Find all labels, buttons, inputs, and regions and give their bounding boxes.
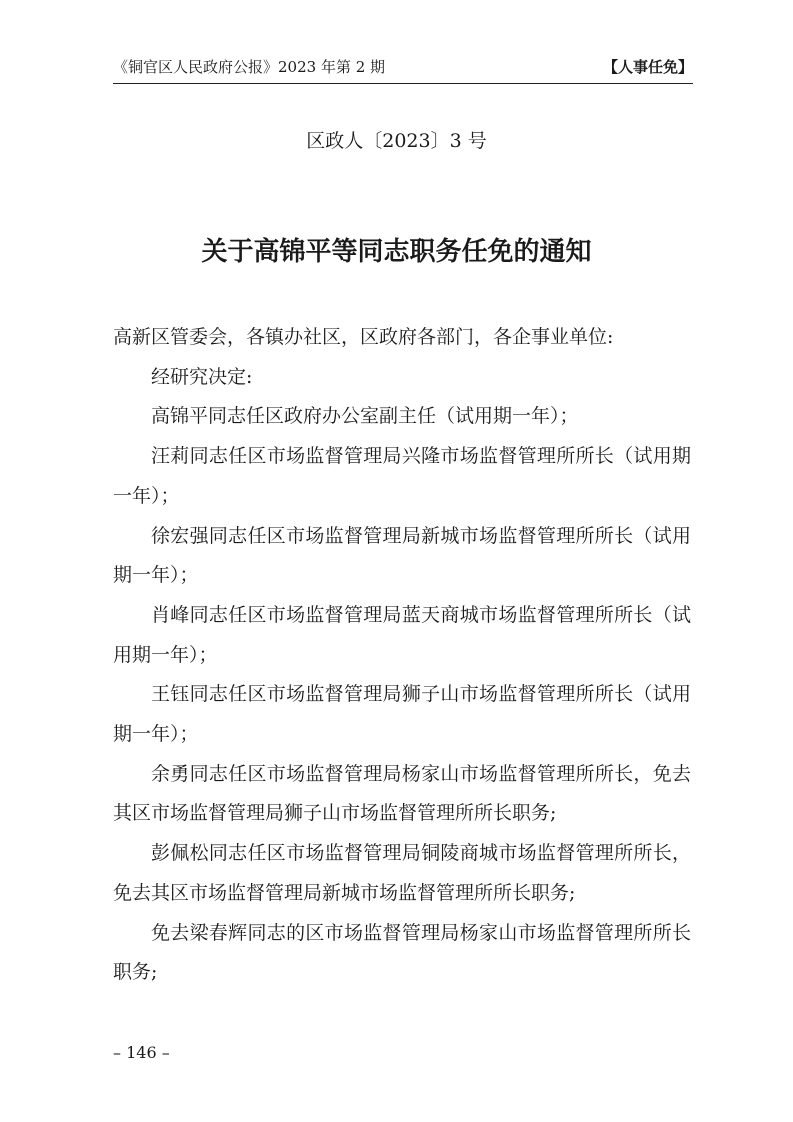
document-number: 区政人〔2023〕3 号 xyxy=(306,130,487,152)
appointment-item: 彭佩松同志任区市场监督管理局铜陵商城市场监督管理所所长，免去其区市场监督管理局新城市场监督管理所所长职务; xyxy=(113,842,691,904)
page-number: – 146 – xyxy=(113,1043,170,1062)
appointment-item: 王钰同志任区市场监督管理局狮子山市场监督管理所所长（试用期一年）； xyxy=(113,683,691,746)
removal-item: 免去梁春辉同志的区市场监督管理局杨家山市场监督管理所所长职务; xyxy=(113,921,691,984)
intro-line: 经研究决定: xyxy=(151,365,253,388)
appointment-item: 余勇同志任区市场监督管理局杨家山市场监督管理所所长，免去其区市场监督管理局狮子山市场监督管理所所长职务; xyxy=(113,762,691,825)
document-title: 关于高锦平等同志职务任免的通知 xyxy=(201,237,592,267)
header-divider xyxy=(113,83,693,84)
appointment-item: 肖峰同志任区市场监督管理局蓝天商城市场监督管理所所长（试用期一年）； xyxy=(113,603,691,666)
addressee-line: 高新区管委会，各镇办社区，区政府各部门，各企事业单位: xyxy=(113,326,614,348)
document-body xyxy=(113,318,691,993)
section-label: 【人事任免】 xyxy=(602,58,693,76)
appointment-item: 徐宏强同志任区市场监督管理局新城市场监督管理所所长（试用期一年）； xyxy=(113,524,691,587)
running-header xyxy=(113,57,693,83)
publication-title: 《铜官区人民政府公报》2023 年第 2 期 xyxy=(113,58,386,76)
appointment-item: 汪莉同志任区市场监督管理局兴隆市场监督管理所所长（试用期一年）； xyxy=(113,445,691,507)
appointment-item: 高锦平同志任区政府办公室副主任（试用期一年）； xyxy=(151,405,579,428)
